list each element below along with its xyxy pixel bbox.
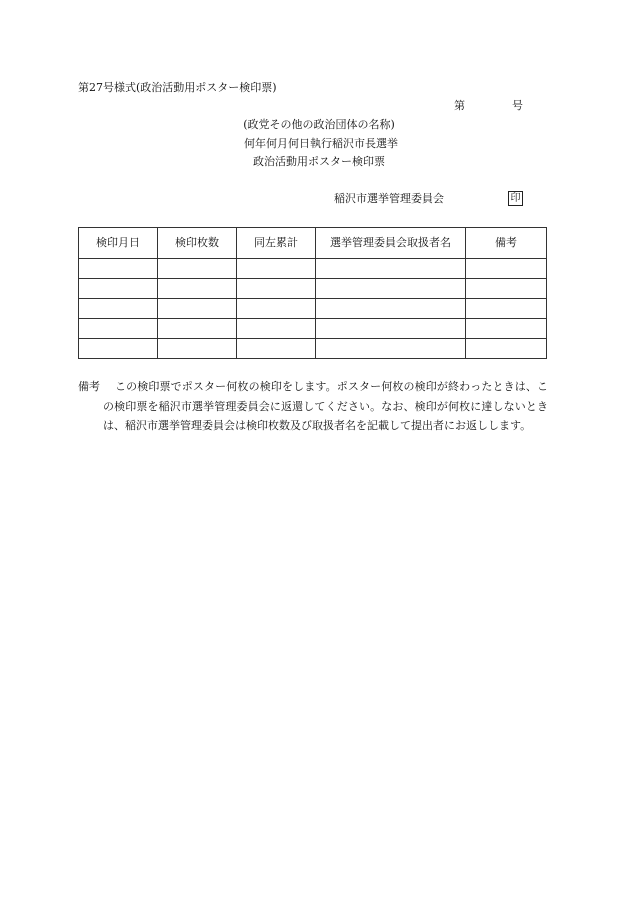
table-cell[interactable]	[158, 299, 237, 319]
header-count: 検印枚数	[158, 228, 237, 259]
table-cell[interactable]	[316, 319, 466, 339]
table-cell[interactable]	[79, 339, 158, 359]
record-table	[78, 227, 547, 359]
table-row	[79, 259, 547, 279]
table-header-row	[79, 228, 547, 259]
table-cell[interactable]	[79, 319, 158, 339]
table-row	[79, 279, 547, 299]
table-cell[interactable]	[158, 259, 237, 279]
form-title: 第27号様式(政治活動用ポスター検印票)	[78, 81, 277, 94]
table-cell[interactable]	[158, 279, 237, 299]
table-cell[interactable]	[466, 279, 547, 299]
table-row	[79, 319, 547, 339]
table-cell[interactable]	[316, 279, 466, 299]
seal-mark: 印	[508, 191, 523, 206]
election-line: 何年何月何日執行稲沢市長選挙	[244, 137, 398, 150]
table-cell[interactable]	[316, 299, 466, 319]
header-date: 検印月日	[79, 228, 158, 259]
table-cell[interactable]	[316, 339, 466, 359]
notes-label: 備考	[78, 380, 100, 393]
table-cell[interactable]	[466, 339, 547, 359]
header-handler: 選挙管理委員会取扱者名	[316, 228, 466, 259]
table-cell[interactable]	[316, 259, 466, 279]
document-title: 政治活動用ポスター検印票	[253, 155, 385, 168]
table-cell[interactable]	[79, 299, 158, 319]
party-name: (政党その他の政治団体の名称)	[243, 118, 395, 131]
notes-section	[78, 377, 548, 436]
table-cell[interactable]	[237, 279, 316, 299]
table-cell[interactable]	[237, 299, 316, 319]
table-cell[interactable]	[158, 319, 237, 339]
table-cell[interactable]	[79, 259, 158, 279]
table-cell[interactable]	[466, 259, 547, 279]
notes-text: この検印票でポスター何枚の検印をします。ポスター何枚の検印が終わったときは、この検印票を稲沢市選挙管理委員会に返還してください。なお、検印が何枚に達しないときは、稲沢市選挙管理委員会は検印枚数及び取扱者名を記載して提出者にお返しします。	[103, 380, 548, 432]
table-cell[interactable]	[237, 339, 316, 359]
header-remarks: 備考	[466, 228, 547, 259]
table-cell[interactable]	[79, 279, 158, 299]
table-row	[79, 299, 547, 319]
table-cell[interactable]	[237, 259, 316, 279]
header-cumulative: 同左累計	[237, 228, 316, 259]
committee-name: 稲沢市選挙管理委員会	[334, 192, 444, 205]
number-prefix: 第	[454, 99, 465, 112]
table-cell[interactable]	[237, 319, 316, 339]
number-suffix: 号	[512, 99, 523, 112]
table-cell[interactable]	[466, 299, 547, 319]
table-row	[79, 339, 547, 359]
table-cell[interactable]	[466, 319, 547, 339]
table-cell[interactable]	[158, 339, 237, 359]
